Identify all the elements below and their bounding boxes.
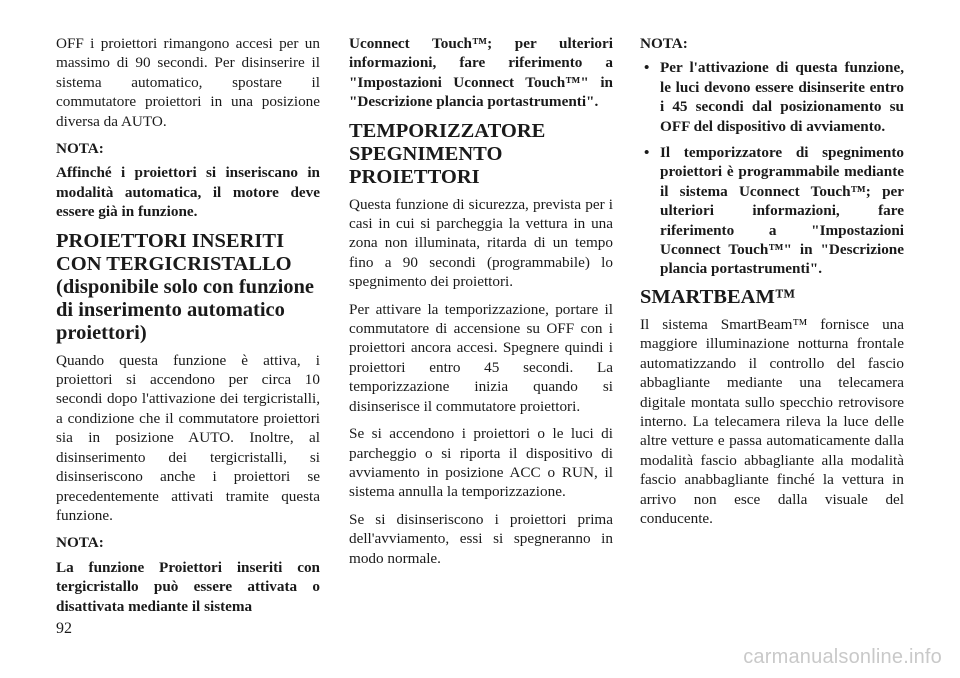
paragraph: Se si disinseriscono i proiettori prima dell'avviamento, essi si spegneranno in modo normale. bbox=[349, 510, 613, 567]
section-heading-smartbeam: SMARTBEAM™ bbox=[640, 285, 796, 308]
note-label: NOTA: bbox=[56, 534, 104, 552]
column-right bbox=[640, 34, 904, 536]
page-number: 92 bbox=[56, 620, 72, 637]
column-middle bbox=[349, 34, 613, 576]
paragraph: Se si accendono i proiettori o le luci di parcheggio o si riporta il dispositivo di avviamento in posizione ACC o RUN, il sistema annulla la temporizzazione. bbox=[349, 425, 613, 501]
note-label: NOTA: bbox=[56, 140, 104, 158]
paragraph: Per attivare la temporizzazione, portare il commutatore di accensione su OFF con i proiettori ancora accesi. Spegnere quindi i proiettori entro 45 secondi. La temporizzazione inizia quando si disinserisce il commutatore proiettori. bbox=[349, 300, 613, 415]
bullet-item: • Per l'attivazione di questa funzione, le luci devono essere disinserite entro i 45 secondi dal posizionamento su OFF del dispositivo di avviamento. bbox=[640, 58, 904, 136]
column-left bbox=[56, 34, 320, 624]
section-heading-headlight-delay: TEMPORIZZATORE SPEGNIMENTO PROIETTORI bbox=[349, 119, 546, 188]
bullet-item: • Il temporizzatore di spegnimento proiettori è programmabile mediante il sistema Uconnect Touch™; per ulteriori informazioni, fare riferimento a "Impostazioni Uconnect Touch™" in "Descrizione plancia portastrumenti". bbox=[640, 143, 904, 279]
paragraph: Il sistema SmartBeam™ fornisce una maggiore illuminazione notturna frontale automatizzando il controllo del fascio abbagliante mediante una telecamera digitale montata sullo specchio retrovisore interno. La telecamera rileva la luce delle altre vetture e passa automaticamente dalla modalità fascio abbagliante alla modalità fascio anabbagliante finché la vettura in arrivo non esce dalla visuale del conducente. bbox=[640, 315, 904, 527]
note-label: NOTA: bbox=[640, 35, 688, 52]
note-bullet-list bbox=[640, 58, 904, 278]
note-text: Affinché i proiettori si inseriscano in modalità automatica, il motore deve essere già in funzione. bbox=[56, 164, 320, 221]
section-heading-wiper-headlights: PROIETTORI INSERITI CON TERGICRISTALLO (disponibile solo con funzione di inserimento automatico proiettori) bbox=[56, 229, 315, 344]
note-text: La funzione Proiettori inseriti con tergicristallo può essere attivata o disattivata mediante il sistema bbox=[56, 558, 320, 615]
paragraph: Questa funzione di sicurezza, prevista per i casi in cui si parcheggia la vettura in una zona non illuminata, ritarda di un tempo fino a 90 secondi (programmabile) lo spegnimento dei proiettori. bbox=[349, 195, 613, 291]
watermark: carmanualsonline.info bbox=[743, 646, 942, 668]
note-text-continued: Uconnect Touch™; per ulteriori informazioni, fare riferimento a "Impostazioni Uconnect Touch™" in "Descrizione plancia portastrumenti". bbox=[349, 35, 613, 111]
paragraph: OFF i proiettori rimangono accesi per un massimo di 90 secondi. Per disinserire il sistema automatico, spostare il commutatore proiettori in una posizione diversa da AUTO. bbox=[56, 35, 320, 130]
paragraph: Quando questa funzione è attiva, i proiettori si accendono per circa 10 secondi dopo l'attivazione dei tergicristalli, a condizione che il commutatore proiettori sia in posizione AUTO. Inoltre, al disinserimento dei tergicristalli, si disinseriscono anche i proiettori se precedentemente attivati tramite questa funzione. bbox=[56, 351, 320, 524]
